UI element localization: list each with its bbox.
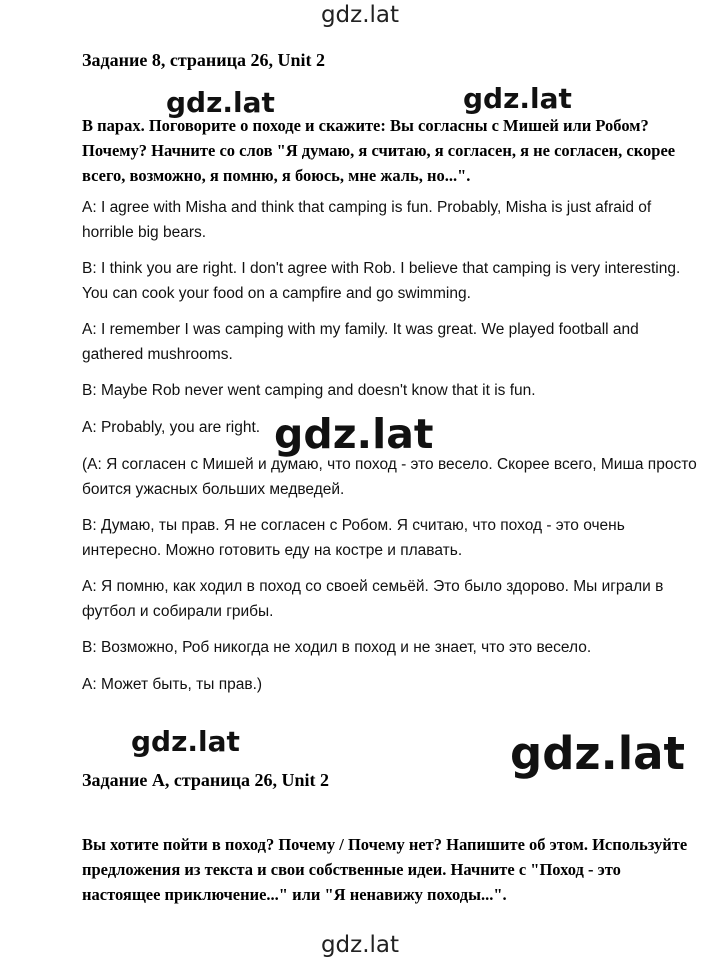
watermark-overlay-4: gdz.lat — [131, 725, 240, 758]
section-1-instruction: В парах. Поговорите о походе и скажите: Вы согласны с Мишей или Робом? Почему? Начните со слов "Я думаю, я считаю, я согласен, я не согласен, скорее всего, возможно, я помню, я боюсь, мне жаль, но...". — [82, 116, 676, 185]
watermark-overlay-2: gdz.lat — [463, 82, 572, 115]
translation-line-2: В: Думаю, ты прав. Я не согласен с Робом. Я считаю, что поход - это очень интересно. Можно готовить еду на костре и плавать. — [82, 517, 625, 559]
watermark-bottom: gdz.lat — [320, 932, 400, 958]
translation-line-1: (А: Я согласен с Мишей и думаю, что поход - это весело. Скорее всего, Миша просто боится ужасных больших медведей. — [82, 456, 697, 498]
watermark-overlay-1: gdz.lat — [166, 86, 275, 119]
dialogue-line-5: A: Probably, you are right. — [82, 419, 261, 436]
translation-line-3: А: Я помню, как ходил в поход со своей семьёй. Это было здорово. Мы играли в футбол и собирали грибы. — [82, 578, 664, 620]
watermark-overlay-3: gdz.lat — [274, 410, 434, 458]
section-1-title: Задание 8, страница 26, Unit 2 — [82, 50, 326, 70]
dialogue-line-2: B: I think you are right. I don't agree with Rob. I believe that camping is very interesting. You can cook your food on a campfire and go swimming. — [82, 260, 681, 302]
dialogue-line-3: A: I remember I was camping with my family. It was great. We played football and gathered mushrooms. — [82, 321, 639, 363]
section-2-title: Задание А, страница 26, Unit 2 — [82, 770, 330, 790]
translation-line-4: В: Возможно, Роб никогда не ходил в поход и не знает, что это весело. — [82, 639, 592, 656]
translation-line-5: А: Может быть, ты прав.) — [82, 676, 263, 693]
dialogue-line-4: B: Maybe Rob never went camping and doesn't know that it is fun. — [82, 382, 536, 399]
watermark-overlay-5: gdz.lat — [510, 727, 686, 780]
dialogue-line-1: A: I agree with Misha and think that camping is fun. Probably, Misha is just afraid of horrible big bears. — [82, 199, 652, 241]
section-2-instruction: Вы хотите пойти в поход? Почему / Почему нет? Напишите об этом. Используйте предложения из текста и свои собственные идеи. Начните с "Поход - это настоящее приключение..." или "Я ненавижу походы...". — [82, 835, 688, 904]
watermark-top: gdz.lat — [320, 2, 400, 28]
